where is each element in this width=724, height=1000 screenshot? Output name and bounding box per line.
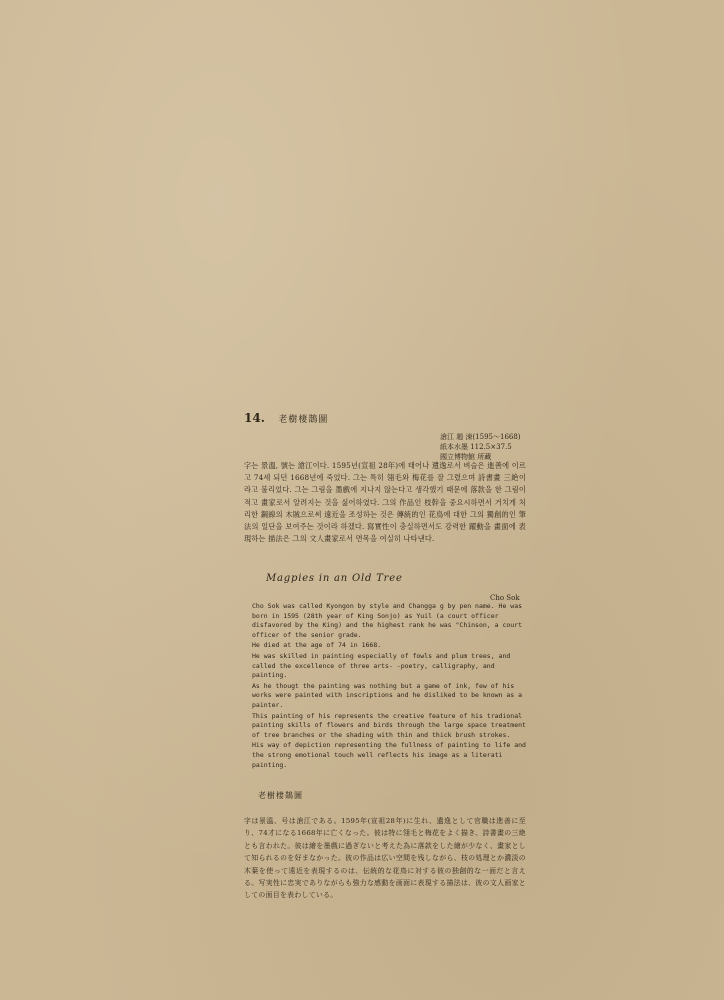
japanese-paragraph: 字は景溫、号は滄江である。1595年(宣祖28年)に生れ、遺逸として官職は進善に至り、74才になる1668年に亡くなった。彼は特に翎毛と梅花をよく描き、詩書畫の三絶とも言われた。彼は繪を墨戲に過ぎないと考えた為に落款をした繪が少なく、畫家として知られるのを好まなかった。彼の作品は広い空間を残しながら、枝の処理とか濃淡の木葉を使って遠近を表現するのは、伝統的な花鳥に対する彼の独創的な一面だと言える。写実性に忠実でありながらも強力な感動を画面に表現する描法は、彼の文人画家としての面目を表わしている。 [244, 817, 526, 900]
collection-line: 國立博物館 所藏 [440, 453, 492, 461]
japanese-title: 老樹棲鵲圖 [258, 791, 303, 800]
plate-heading [244, 411, 544, 425]
english-description [244, 602, 526, 771]
english-paragraph: He died at the age of 74 in 1668. [252, 641, 382, 650]
medium-line: 紙本水墨 112.5×37.5 [440, 443, 512, 451]
japanese-description [244, 815, 526, 902]
english-paragraph: This painting of his represents the creative feature of his tradional painting skills of flowers and birds through the large space treatment of tree branches or the shading with thin and thick brush strokes. [252, 711, 526, 739]
english-paragraph: As he thougt the painting was nothing but a game of ink, few of his works were painted with inscriptions and he disliked to be known as a painter. [252, 681, 523, 709]
english-paragraph: He was skilled in painting especially of fowls and plum trees, and called the excellence of three arts- -poetry, calligraphy, and painting. [252, 651, 511, 680]
plate-number: 14. [244, 411, 265, 425]
artwork-metadata [440, 432, 540, 462]
plate-title-korean: 老樹棲鵲圖 [278, 415, 329, 425]
english-paragraph: Cho Sok was called Kyongon by style and Changga g by pen name. He was born in 1595 (28th year of King Sonjo) as Yuil (a court officer disfavored by the King) and the highest rank he was "Chinson, a court officer of the senior grade. [252, 602, 523, 639]
korean-description [244, 460, 526, 545]
artist-line: 滄江 趙 涑(1595～1668) [440, 433, 521, 441]
english-title: Magpies in an Old Tree [266, 573, 403, 584]
korean-paragraph: 字는 景溫, 號는 滄江이다. 1595년(宣祖 28年)에 태어나 遺逸로서 벼슬은 進善에 이르고 74세 되던 1668년에 죽었다. 그는 특히 翎毛와 梅花를 잘 그렸으며 詩書畫 三絶이라고 불리었다. 그는 그림을 墨戲에 지나지 않는다고 생각했기 때문에 落款을 한 그림이 적고 畫家로서 알려지는 것을 싫어하였다. 그의 作品인 枝幹을 중요시하면서 거치게 처리한 鋼線의 木賊으로써 遠近을 조성하는 것은 傳統的인 花鳥에 대한 그의 獨創的인 筆法의 일단을 보여주는 것이라 하겠다. 寫實性이 충실하면서도 강력한 躍動을 畫面에 表現하는 描法은 그의 文人畫家로서 면목을 여실히 나타낸다. [244, 461, 526, 544]
english-paragraph: His way of depiction representing the fullness of painting to life and the strong emotional touch well reflects his image as a literati painting. [252, 741, 526, 769]
english-author: Cho Sok [490, 594, 520, 602]
